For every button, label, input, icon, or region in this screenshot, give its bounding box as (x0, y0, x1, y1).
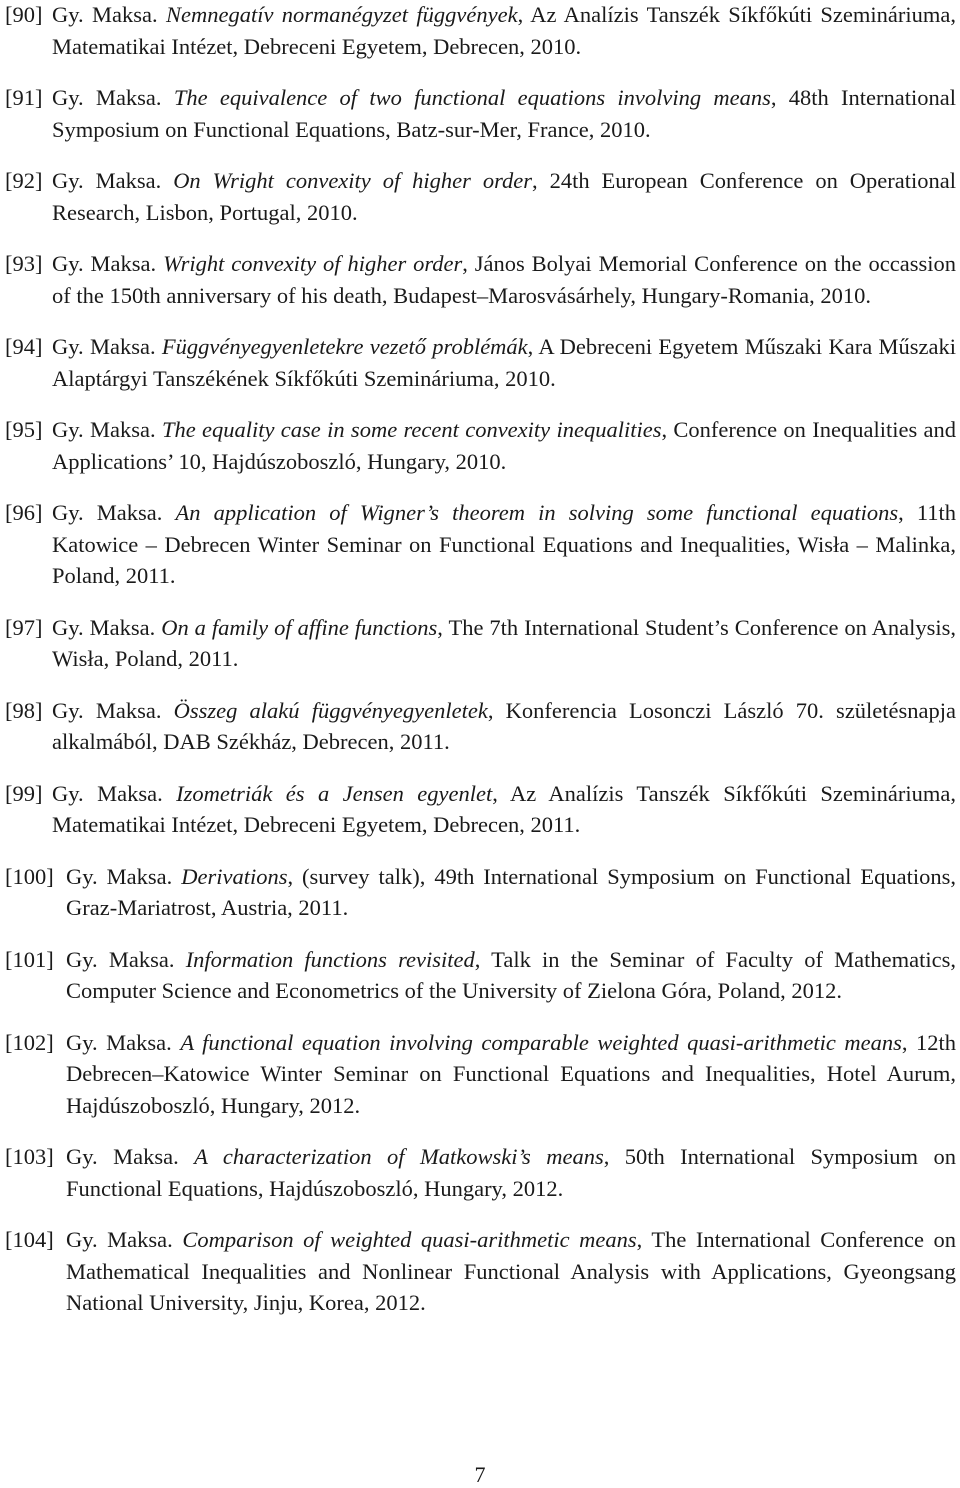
reference-item-95 (0, 414, 960, 477)
reference-item-98 (0, 695, 960, 758)
reference-details: , 50th International Symposium on Functional Equations, Hajdúszoboszló, Hungary, 2012. (66, 1144, 956, 1201)
reference-title: Nemnegatív normanégyzet függvények (165, 2, 518, 27)
reference-title: Izometriák és a Jensen egyenlet (176, 780, 493, 806)
reference-label: [90] (5, 2, 43, 27)
reference-label: [99] (5, 780, 43, 806)
reference-item-100 (0, 861, 960, 924)
reference-body (52, 331, 956, 394)
reference-item-103 (0, 1141, 960, 1204)
reference-details: , János Bolyai Memorial Conference on the occassion of the 150th anniversary of his death, Budapest–Marosvásárhely, Hungary-Romania, 2010. (52, 251, 957, 308)
reference-title: The equivalence of two functional equations involving means (173, 85, 771, 110)
reference-item-99 (0, 778, 960, 841)
reference-label: [98] (5, 697, 43, 723)
reference-details: , Conference on Inequalities and Applications’ 10, Hajdúszoboszló, Hungary, 2010. (52, 417, 957, 474)
reference-details: , Az Analízis Tanszék Síkfőkúti Szemináriuma, Matematikai Intézet, Debreceni Egyetem, Debrecen, 2010. (52, 2, 956, 59)
reference-title: A functional equation involving comparable weighted quasi-arithmetic means (180, 1029, 902, 1055)
reference-details: , Konferencia Losonczi László 70. születésnapja alkalmából, DAB Székház, Debrecen, 2011. (52, 697, 957, 754)
reference-title: Összeg alakú függvényegyenletek (173, 697, 488, 723)
reference-author: Gy. Maksa. (52, 85, 162, 110)
reference-details: , A Debreceni Egyetem Műszaki Kara Műszaki Alaptárgyi Tanszékének Síkfőkúti Szemináriuma, 2010. (52, 334, 956, 391)
reference-label: [92] (5, 168, 43, 193)
reference-label: [102] (5, 1029, 54, 1055)
reference-item-93 (0, 248, 960, 311)
reference-details: , 11th Katowice – Debrecen Winter Seminar on Functional Equations and Inequalities, Wisła – Malinka, Poland, 2011. (52, 500, 956, 588)
reference-body (52, 497, 956, 592)
reference-author: Gy. Maksa. (52, 251, 157, 276)
reference-body (52, 414, 956, 477)
reference-item-104 (0, 1224, 960, 1319)
reference-label: [96] (5, 500, 43, 525)
reference-author: Gy. Maksa. (52, 417, 156, 442)
reference-details: , 24th European Conference on Operational Research, Lisbon, Portugal, 2010. (52, 168, 957, 225)
reference-details: , Az Analízis Tanszék Síkfőkúti Szemináriuma, Matematikai Intézet, Debreceni Egyetem, Debrecen, 2011. (52, 780, 956, 837)
reference-label: [100] (5, 863, 54, 889)
reference-title: An application of Wigner’s theorem in solving some functional equations (175, 500, 899, 525)
reference-author: Gy. Maksa. (52, 780, 163, 806)
reference-item-91 (0, 82, 960, 145)
reference-label: [97] (5, 614, 43, 640)
reference-label: [103] (5, 1144, 54, 1169)
reference-details: , (survey talk), 49th International Symposium on Functional Equations, Graz-Mariatrost, Austria, 2011. (66, 863, 956, 920)
reference-label: [101] (5, 946, 54, 972)
reference-title: Wright convexity of higher order (163, 251, 463, 276)
reference-details: , The International Conference on Mathematical Inequalities and Nonlinear Functional Analysis with Applications, Gyeongsang National University, Jinju, Korea, 2012. (66, 1227, 957, 1315)
reference-author: Gy. Maksa. (52, 614, 156, 640)
reference-title: Information functions revisited (185, 946, 475, 972)
reference-body (66, 1224, 956, 1319)
reference-body (66, 861, 956, 924)
reference-title: The equality case in some recent convexity inequalities (161, 417, 662, 442)
reference-body (52, 778, 956, 841)
reference-author: Gy. Maksa. (66, 946, 175, 972)
reference-author: Gy. Maksa. (52, 2, 158, 27)
reference-author: Gy. Maksa. (52, 697, 162, 723)
page-number: 7 (474, 1462, 486, 1487)
reference-item-94 (0, 331, 960, 394)
reference-item-102 (0, 1027, 960, 1122)
reference-item-101 (0, 944, 960, 1007)
reference-label: [95] (5, 417, 43, 442)
reference-author: Gy. Maksa. (66, 1144, 179, 1169)
reference-body (52, 0, 956, 62)
reference-body (52, 612, 956, 675)
reference-author: Gy. Maksa. (66, 863, 173, 889)
reference-item-96 (0, 497, 960, 592)
reference-label: [93] (5, 251, 43, 276)
reference-body (52, 165, 956, 228)
reference-title: On Wright convexity of higher order (173, 168, 533, 193)
reference-title: Derivations (181, 863, 288, 889)
reference-details: , 48th International Symposium on Functional Equations, Batz-sur-Mer, France, 2010. (52, 85, 957, 142)
reference-details: , The 7th International Student’s Conference on Analysis, Wisła, Poland, 2011. (52, 614, 957, 671)
reference-author: Gy. Maksa. (66, 1227, 173, 1252)
reference-title: Comparison of weighted quasi-arithmetic means (182, 1227, 637, 1252)
reference-label: [104] (5, 1227, 54, 1252)
reference-item-97 (0, 612, 960, 675)
reference-body (66, 944, 956, 1007)
reference-details: , Talk in the Seminar of Faculty of Mathematics, Computer Science and Econometrics of the University of Zielona Góra, Poland, 2012. (66, 946, 957, 1003)
reference-title: Függvényegyenletekre vezető problémák (161, 334, 528, 359)
reference-title: A characterization of Matkowski’s means (194, 1144, 604, 1169)
reference-body (66, 1027, 956, 1122)
reference-item-92 (0, 165, 960, 228)
reference-label: [91] (5, 85, 43, 110)
reference-author: Gy. Maksa. (52, 168, 162, 193)
reference-details: , 12th Debrecen–Katowice Winter Seminar on Functional Equations and Inequalities, Hotel Aurum, Hajdúszoboszló, Hungary, 2012. (66, 1029, 956, 1118)
reference-body (52, 695, 956, 758)
reference-item-90 (0, 0, 960, 62)
reference-author: Gy. Maksa. (52, 500, 163, 525)
reference-title: On a family of affine functions (161, 614, 438, 640)
reference-body (52, 248, 956, 311)
reference-author: Gy. Maksa. (66, 1029, 172, 1055)
reference-body (52, 82, 956, 145)
reference-author: Gy. Maksa. (52, 334, 156, 359)
reference-label: [94] (5, 334, 43, 359)
reference-body (66, 1141, 956, 1204)
